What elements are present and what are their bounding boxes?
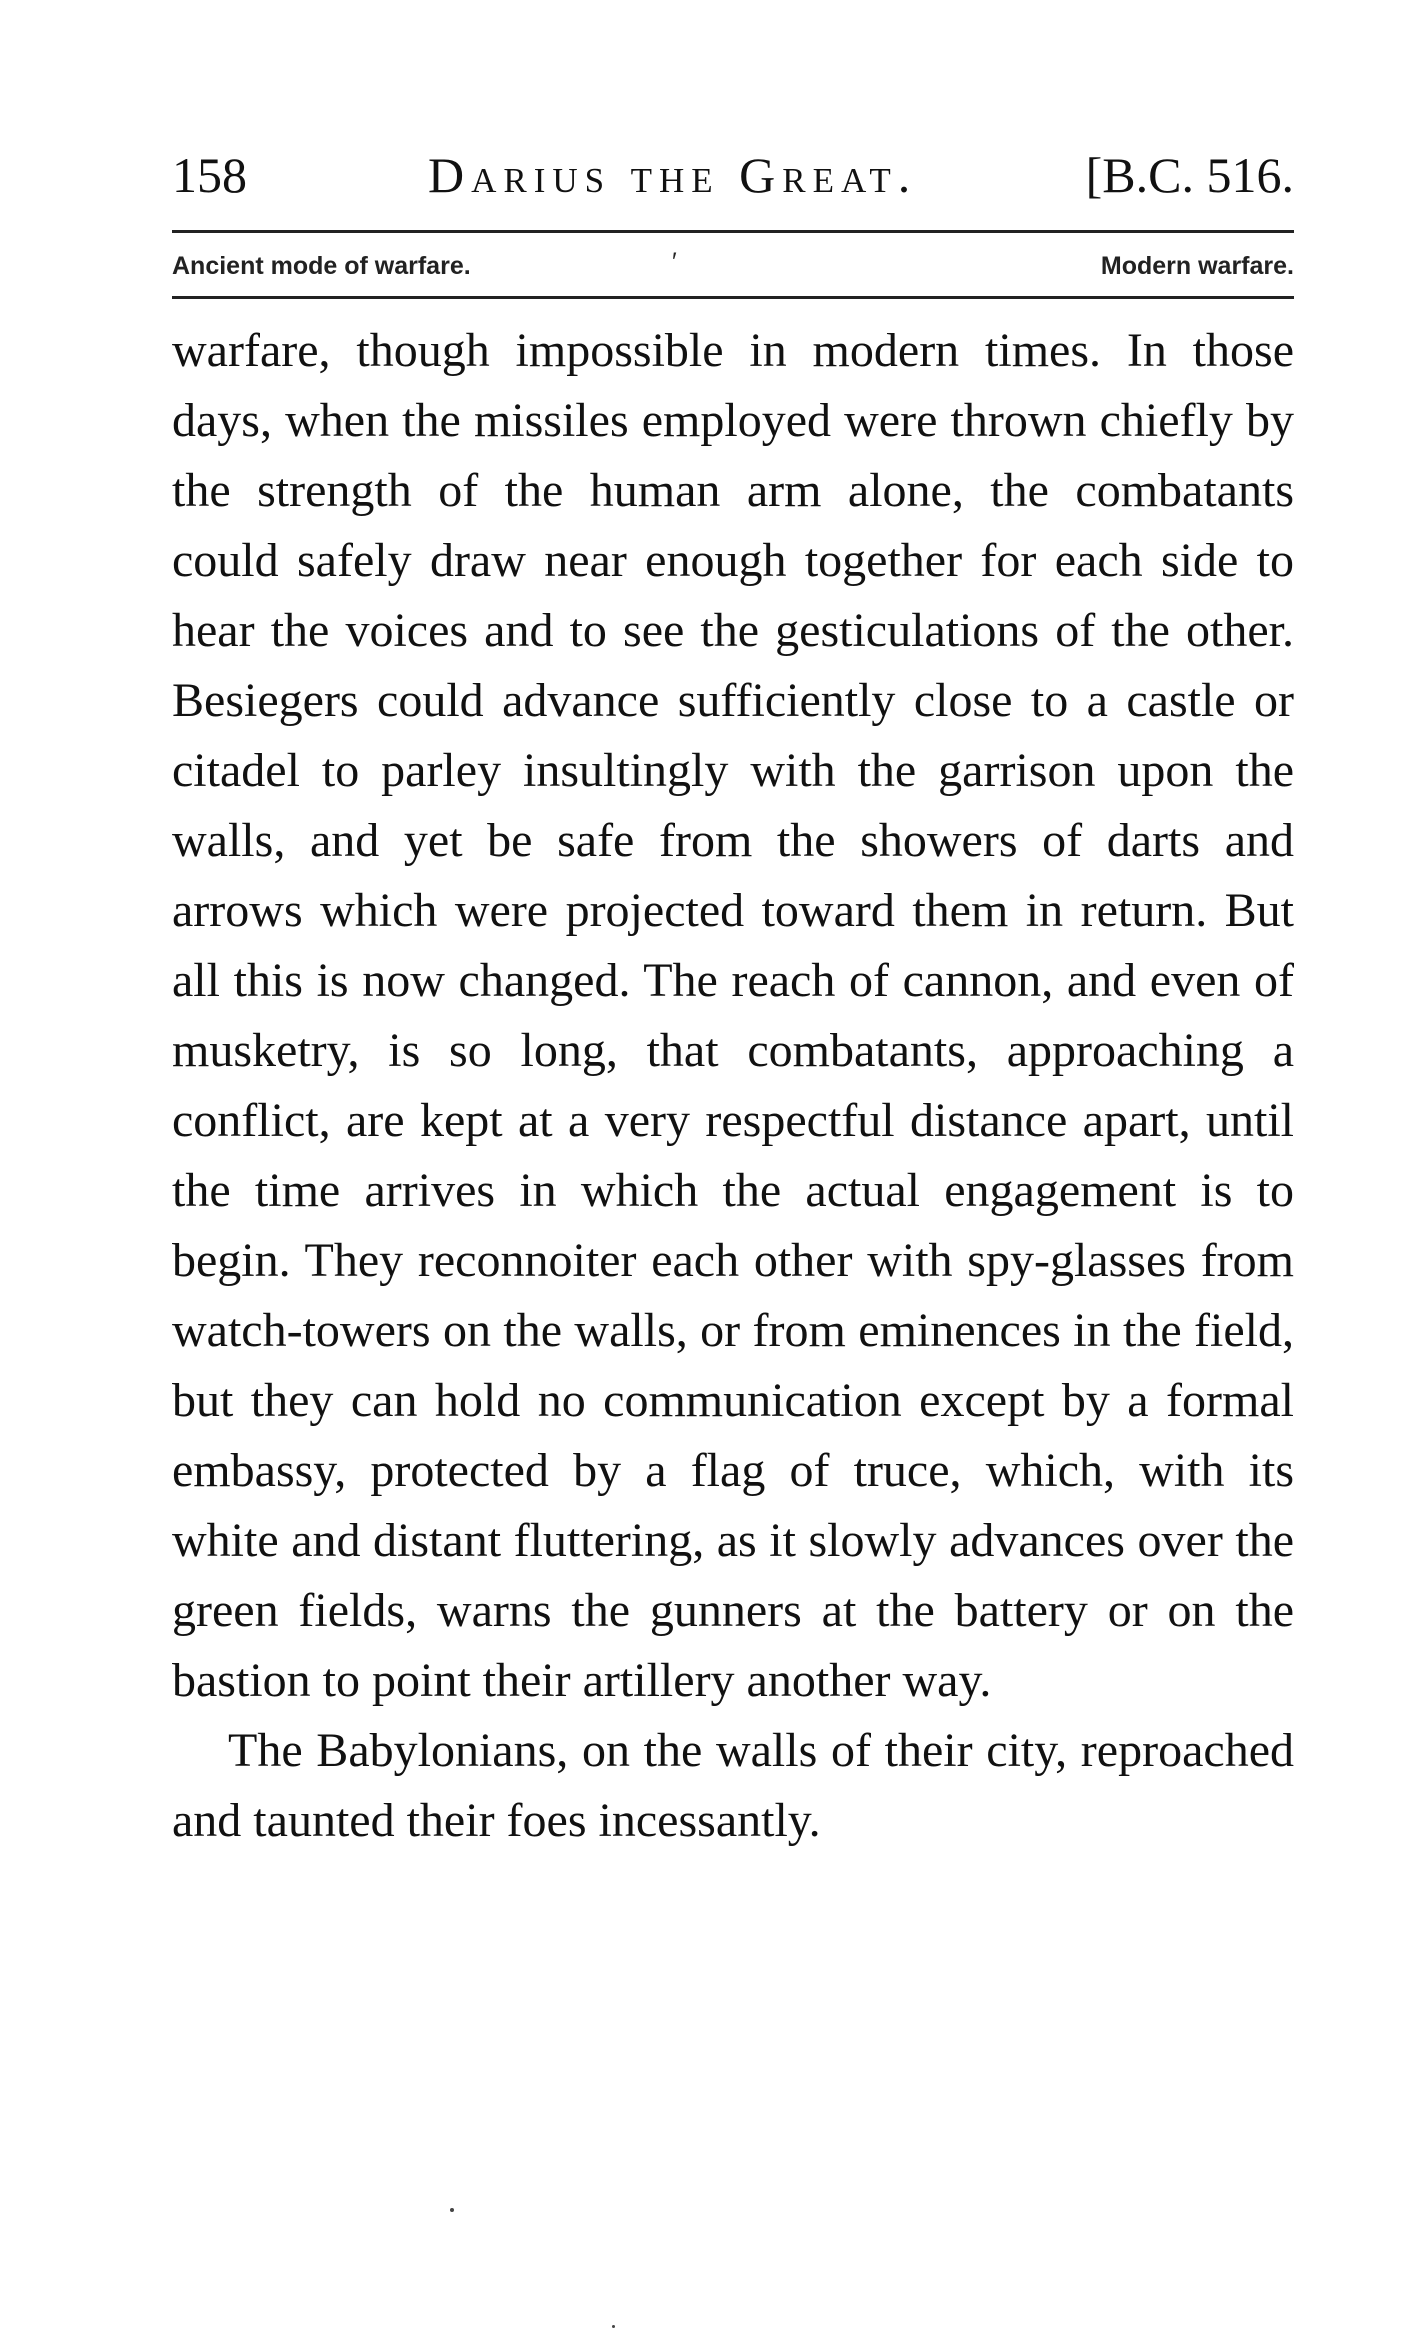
header-rule-bottom xyxy=(172,296,1294,299)
running-head xyxy=(172,140,1294,210)
body-text xyxy=(172,316,1294,1856)
ink-speck xyxy=(450,2208,454,2212)
page-number: 158 xyxy=(172,147,247,203)
ink-speck xyxy=(612,2325,615,2328)
paragraph: The Babylonians, on the walls of their city, reproached and taunted their foes incessantly. xyxy=(172,1724,1294,1847)
book-title: Darius the Great. xyxy=(428,147,918,203)
side-heading-right: Modern warfare. xyxy=(1100,252,1294,280)
side-headings xyxy=(172,246,1294,286)
paragraph: warfare, though impossible in modern times. In those days, when the missiles employed were thrown chiefly by the strength of the human arm alone, the combatants could safely draw near enough together for each side to hear the voices and to see the gesticulations of the other. Besiegers could advance sufficiently close to a castle or citadel to parley insultingly with the garrison upon the walls, and yet be safe from the showers of darts and arrows which were projected toward them in return. But all this is now changed. The reach of cannon, and even of musketry, is so long, that combatants, approaching a conflict, are kept at a very respectful distance apart, until the time arrives in which the actual engagement is to begin. They reconnoiter each other with spy-glasses from watch-towers on the walls, or from eminences in the field, but they can hold no communication except by a formal embassy, protected by a flag of truce, which, with its white and distant fluttering, as it slowly advances over the green fields, warns the gunners at the battery or on the bastion to point their artillery another way. xyxy=(172,324,1294,1707)
header-rule-top xyxy=(172,230,1294,233)
date-reference: [B.C. 516. xyxy=(1085,147,1294,203)
side-heading-mark: ′ xyxy=(672,248,677,276)
side-heading-left: Ancient mode of warfare. xyxy=(172,252,471,280)
